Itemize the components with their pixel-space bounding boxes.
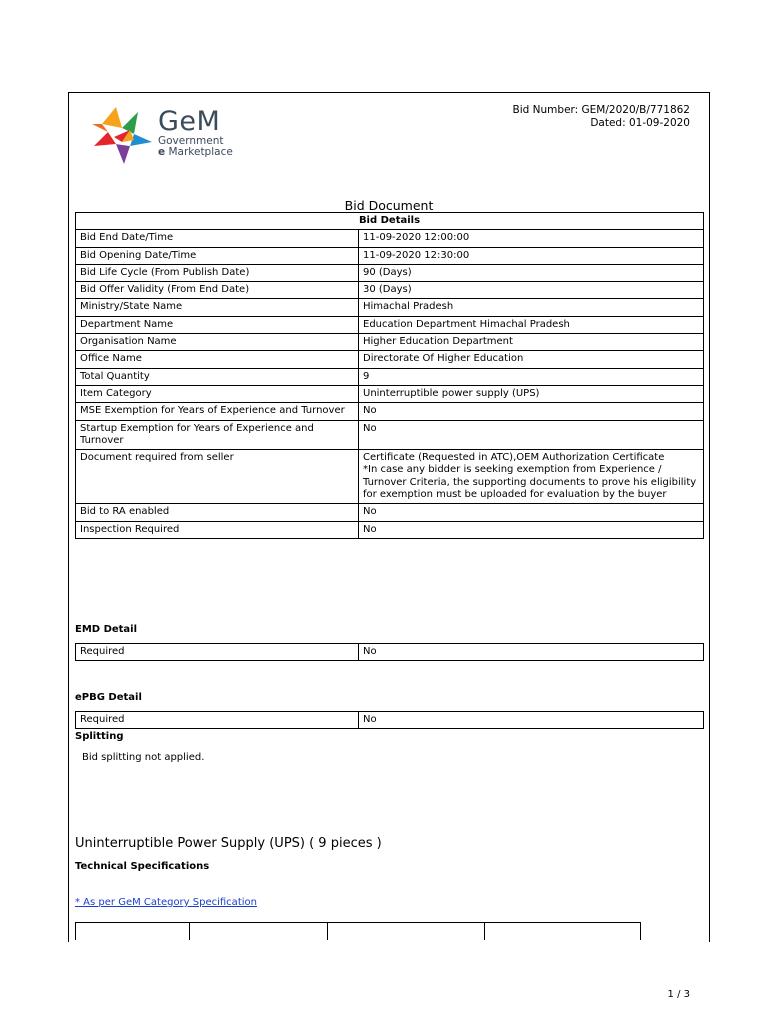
row-value: 9 xyxy=(359,368,704,385)
bid-meta xyxy=(513,104,690,130)
table-row xyxy=(76,420,704,450)
table-row xyxy=(76,264,704,281)
epbg-table xyxy=(75,711,704,729)
row-label: Total Quantity xyxy=(76,368,359,385)
row-label: Bid to RA enabled xyxy=(76,504,359,521)
row-label: Organisation Name xyxy=(76,334,359,351)
row-label: Bid Opening Date/Time xyxy=(76,247,359,264)
table-row xyxy=(76,351,704,368)
table-row xyxy=(76,247,704,264)
row-label: Bid Life Cycle (From Publish Date) xyxy=(76,264,359,281)
row-value: 11-09-2020 12:00:00 xyxy=(359,230,704,247)
row-value: 30 (Days) xyxy=(359,282,704,299)
row-label: Inspection Required xyxy=(76,521,359,538)
emd-table xyxy=(75,643,704,661)
epbg-label: Required xyxy=(76,712,359,729)
row-label: Bid End Date/Time xyxy=(76,230,359,247)
row-label: Startup Exemption for Years of Experience and Turnover xyxy=(76,420,359,450)
bid-number: Bid Number: GEM/2020/B/771862 xyxy=(512,104,690,116)
row-value: Himachal Pradesh xyxy=(359,299,704,316)
logo-line2: e Marketplace xyxy=(158,146,233,158)
bid-details-table xyxy=(75,212,704,539)
document-title: Bid Document xyxy=(344,198,434,213)
table-row xyxy=(76,230,704,247)
table-row xyxy=(76,334,704,351)
row-value: Directorate Of Higher Education xyxy=(359,351,704,368)
table-row xyxy=(76,644,704,661)
row-label: Ministry/State Name xyxy=(76,299,359,316)
row-value: Certificate (Requested in ATC),OEM Authorization Certificate *In case any bidder is seeking exemption from Experience / Turnover Criteria, the supporting documents to prove his eligibility for exemption must be uploaded for evaluation by the buyer xyxy=(359,450,704,504)
row-label: Bid Offer Validity (From End Date) xyxy=(76,282,359,299)
row-label: Department Name xyxy=(76,316,359,333)
bid-date: Dated: 01-09-2020 xyxy=(590,117,690,129)
emd-heading: EMD Detail xyxy=(75,624,138,635)
product-title: Uninterruptible Power Supply (UPS) ( 9 pieces ) xyxy=(75,836,382,851)
row-value: No xyxy=(359,420,704,450)
table-row xyxy=(76,712,704,729)
epbg-heading: ePBG Detail xyxy=(75,692,142,703)
epbg-value: No xyxy=(359,712,704,729)
page-number: 1 / 3 xyxy=(667,989,690,1000)
spec-link[interactable]: * As per GeM Category Specification xyxy=(75,897,257,908)
logo-line1: Government xyxy=(158,135,224,147)
row-value: Education Department Himachal Pradesh xyxy=(359,316,704,333)
row-value: No xyxy=(359,521,704,538)
row-value: 90 (Days) xyxy=(359,264,704,281)
row-value: Uninterruptible power supply (UPS) xyxy=(359,385,704,402)
row-value: No xyxy=(359,403,704,420)
spec-column-divider xyxy=(327,923,328,940)
spec-column-divider xyxy=(484,923,485,940)
table-row xyxy=(76,368,704,385)
table-row xyxy=(76,385,704,402)
bid-details-heading: Bid Details xyxy=(76,213,704,230)
table-row xyxy=(76,504,704,521)
table-row xyxy=(76,521,704,538)
table-row xyxy=(76,282,704,299)
row-label: MSE Exemption for Years of Experience and Turnover xyxy=(76,403,359,420)
emd-label: Required xyxy=(76,644,359,661)
splitting-heading: Splitting xyxy=(75,731,124,742)
spec-table-header xyxy=(75,922,641,940)
splitting-text: Bid splitting not applied. xyxy=(82,752,205,763)
emd-value: No xyxy=(359,644,704,661)
row-label: Document required from seller xyxy=(76,450,359,504)
gem-logo-text xyxy=(158,108,233,158)
table-row xyxy=(76,403,704,420)
spec-heading: Technical Specifications xyxy=(75,861,210,872)
row-value: 11-09-2020 12:30:00 xyxy=(359,247,704,264)
row-label: Item Category xyxy=(76,385,359,402)
row-value: Higher Education Department xyxy=(359,334,704,351)
table-row xyxy=(76,450,704,504)
logo-brand: GeM xyxy=(158,106,221,137)
table-row xyxy=(76,316,704,333)
row-value: No xyxy=(359,504,704,521)
table-row xyxy=(76,299,704,316)
spec-column-divider xyxy=(189,923,190,940)
row-label: Office Name xyxy=(76,351,359,368)
